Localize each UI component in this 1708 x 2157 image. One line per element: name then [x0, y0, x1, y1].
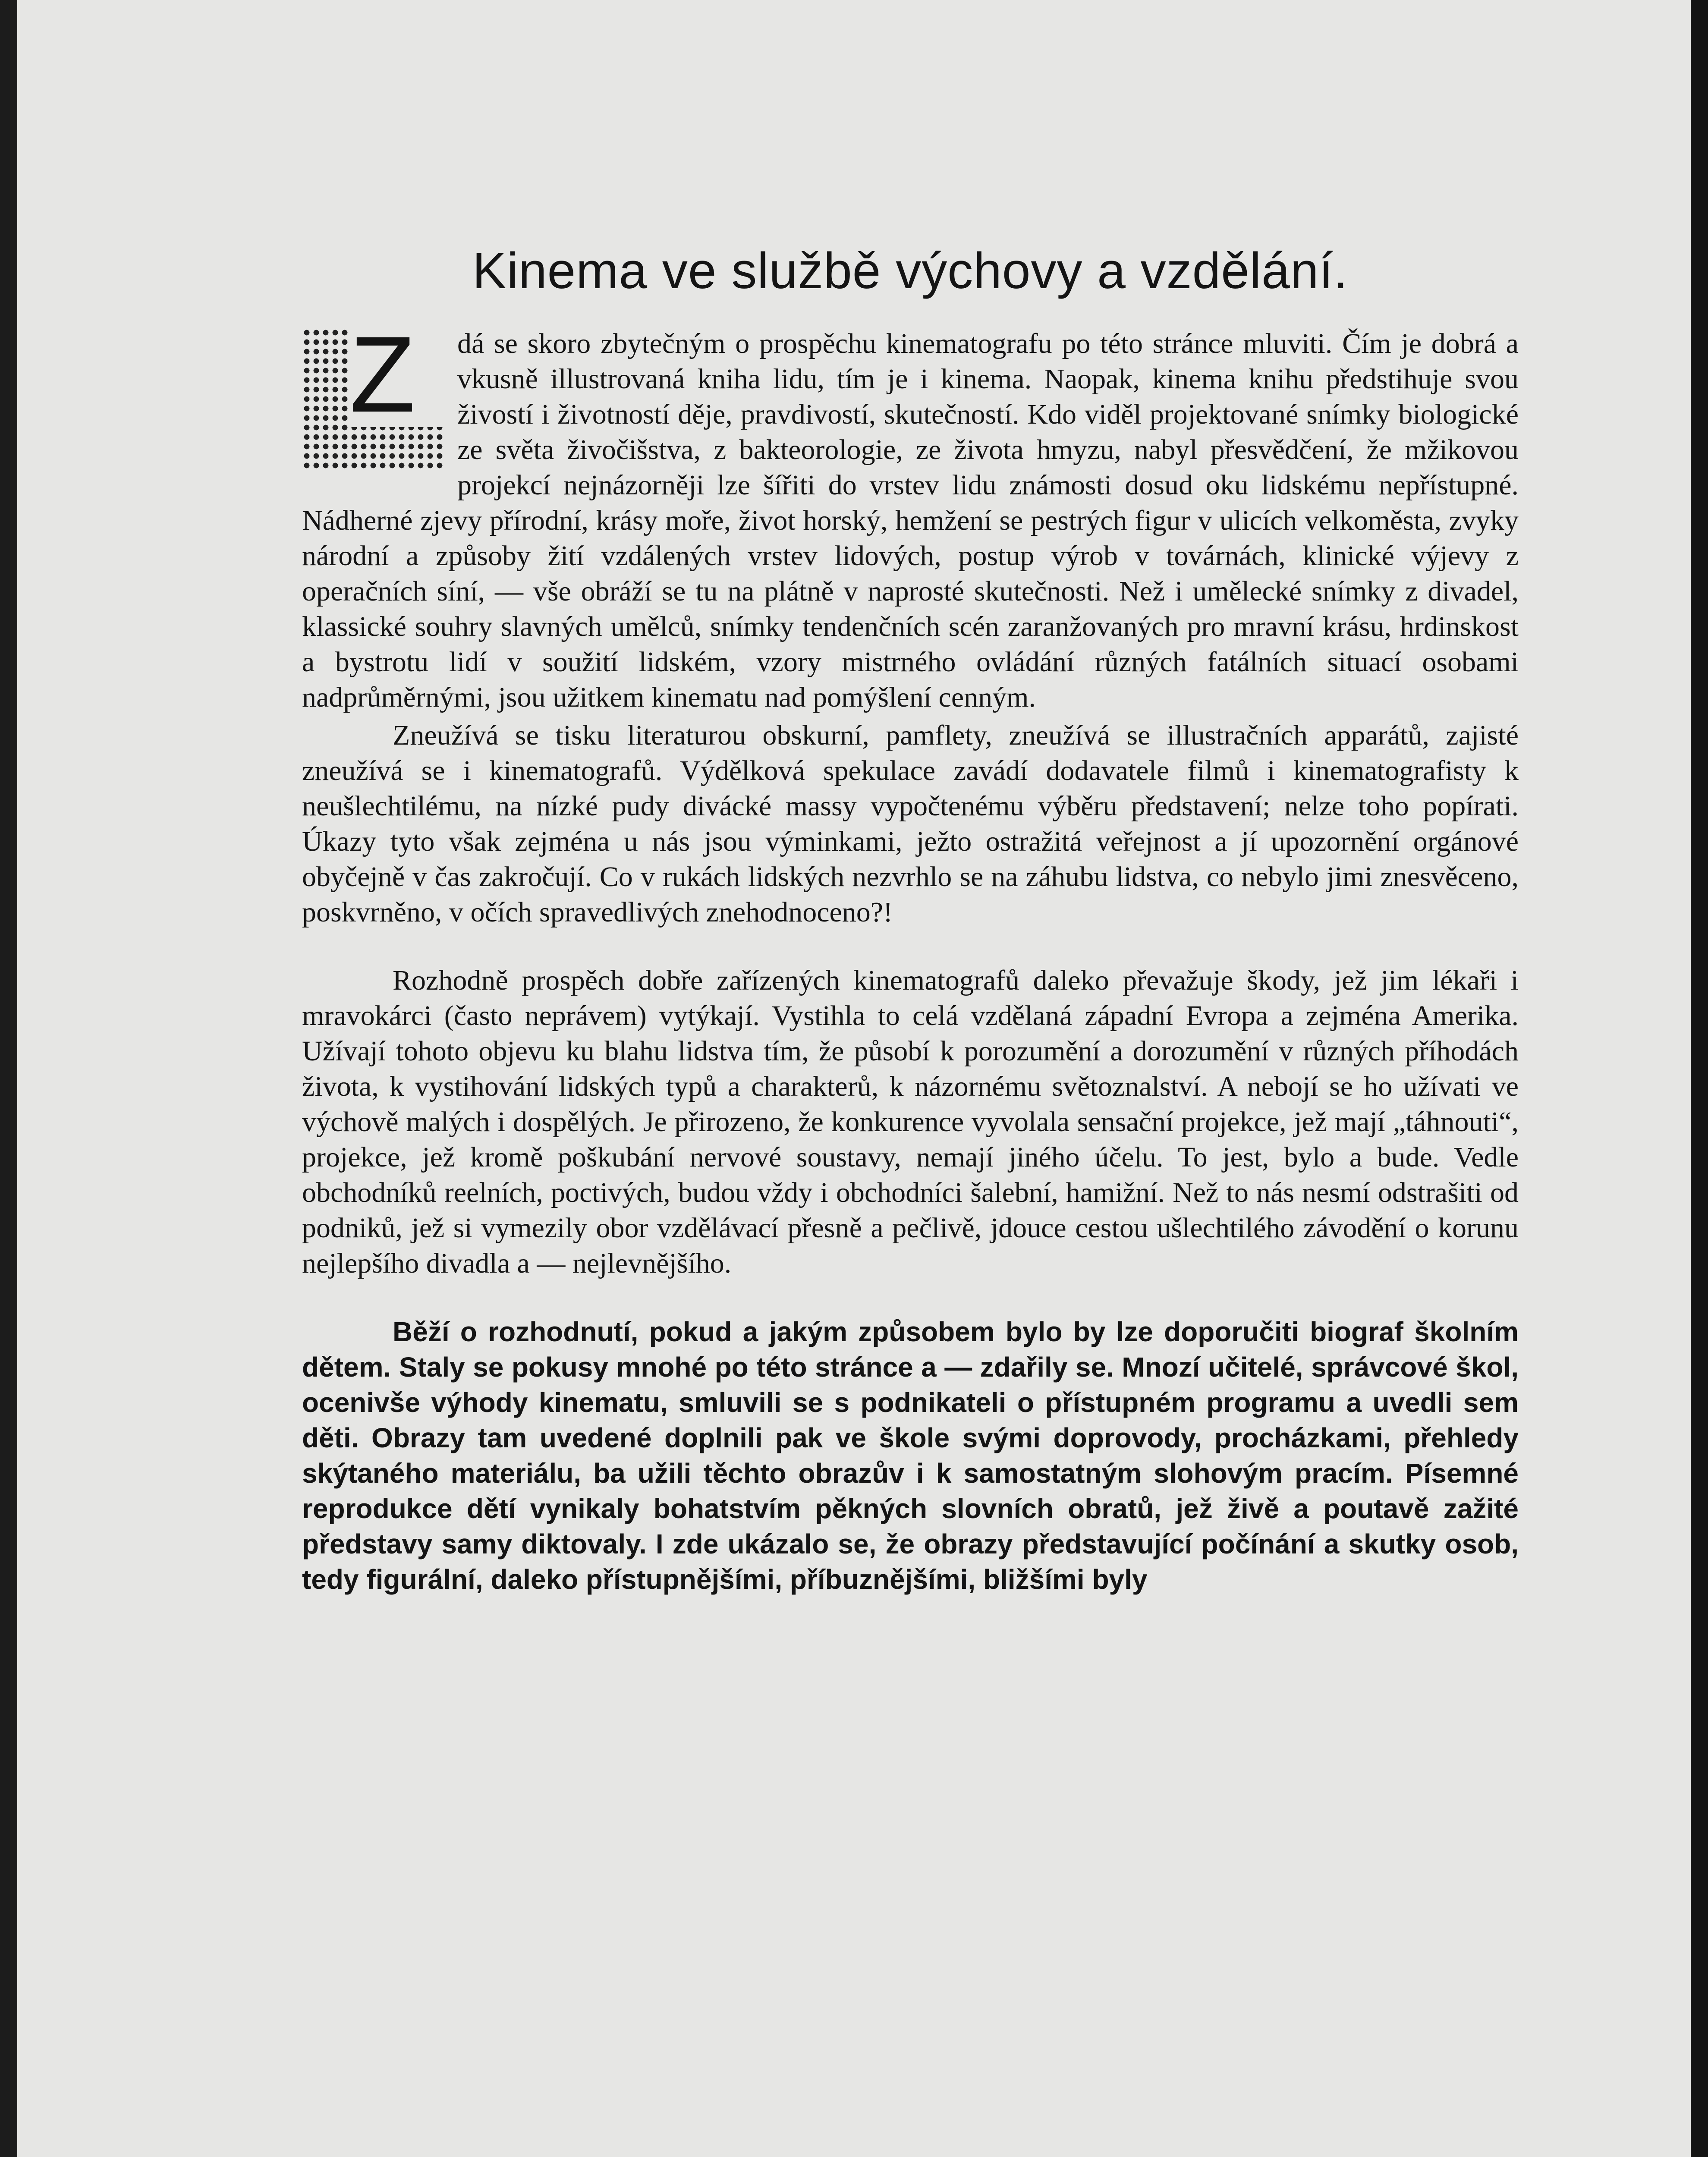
paragraph-1	[302, 314, 1519, 715]
paragraph-4: Běží o rozhodnutí, pokud a jakým způsobem bylo by lze doporučiti biograf školním dětem. Staly se pokusy mnohé po této stránce a — zdařily se. Mnozí učitelé, správcové škol, ocenivše výhody kinematu, smluvili se s podnikateli o přístupném programu a uvedli sem děti. Obrazy tam uvedené doplnili pak ve škole svými doprovody, procházkami, přehledy skýtaného materiálu, ba užili těchto obrazův i k samostatným slohovým pracím. Písemné reprodukce dětí vynikaly bohatstvím pěkných slovních obratů, jež živě a poutavě zažité představy samy diktovaly. I zde ukázalo se, že obrazy představující počínání a skutky osob, tedy figurální, daleko přístupnějšími, příbuznějšími, bližšími byly	[302, 1316, 1519, 1595]
scan-border-left	[0, 0, 17, 2157]
paragraph-3: Rozhodně prospěch dobře zařízených kinematografů daleko převažuje škody, jež jim lékaři i mravokárci (často neprávem) vytýkají. Vystihla to celá vzdělaná západní Evropa a zejména Amerika. Užívají tohoto objevu ku blahu lidstva tím, že působí k porozumění a dorozumění v různých příhodách života, k vystihování lidských typů a charakterů, k názornému světoznalství. A nebojí se ho užívati ve výchově malých i dospělých. Je přirozeno, že konkurence vyvolala sensační projekce, jež mají „táhnouti“, projekce, jež kromě poškubání nervové soustavy, nemají jiného účelu. To jest, bylo a bude. Vedle obchodníků reelních, poctivých, budou vždy i obchodníci šalební, hamižní. Než to nás nesmí odstrašiti od podniků, jež si vymezily obor vzdělávací přesně a pečlivě, jdouce cestou ušlechtilého závodění o korunu nejlepšího divadla a — nejlevnějšího.	[302, 965, 1519, 1279]
page-content	[302, 242, 1519, 1600]
paragraph-1-text: dá se skoro zbytečným o prospěchu kinematografu po této stránce mluviti. Čím je dobrá a vkusně illustrovaná kniha lidu, tím je i kinema. Naopak, kinema knihu předstihuje svou živostí i životností děje, pravdivostí, skutečností. Kdo viděl projektované snímky biologické ze světa živočišstva, z bakteorologie, ze života hmyzu, nabyl přesvědčení, že mžikovou projekcí nejnázorněji lze šířiti do vrstev lidu známosti dosud oku lidskému nepřístupné. Nádherné zjevy přírodní, krásy moře, život horský, hemžení se pestrých figur v ulicích velkoměsta, zvyky národní a způsoby žití vzdálených vrstev lidových, postup výrob v továrnách, klinické výjevy z operačních síní, — vše obráží se tu na plátně v naprosté skutečnosti. Než i umělecké snímky z divadel, klassické souhry slavných umělců, snímky tendenčních scén zaranžovaných pro mravní krásu, hrdinskost a bystrotu lidí v soužití lidském, vzory mistrného ovládání různých fatálních situací osobami nadprůměrnými, jsou užitkem kinematu nad pomýšlení cenným.	[302, 328, 1519, 713]
drop-cap-ornament	[302, 314, 444, 470]
scan-border-right	[1691, 0, 1708, 2157]
article-title: Kinema ve službě výchovy a vzdělání.	[472, 242, 1348, 299]
drop-cap-letter: Z	[349, 314, 415, 434]
paragraph-2: Zneužívá se tisku literaturou obskurní, pamflety, zneužívá se illustračních apparátů, zajisté zneužívá se i kinematografů. Výdělková spekulace zavádí dodavatele filmů i kinematografisty k neušlechtilému, na nízké pudy divácké massy vypočtenému výběru představení; nelze toho popírati. Úkazy tyto však zejména u nás jsou výminkami, ježto ostražitá veřejnost a jí upozornění orgánové obyčejně v čas zakročují. Co v rukách lidských nezvrhlo se na záhubu lidstva, co nebylo jimi znesvěceno, poskvrněno, v očích spravedlivých znehodnoceno?!	[302, 720, 1519, 928]
